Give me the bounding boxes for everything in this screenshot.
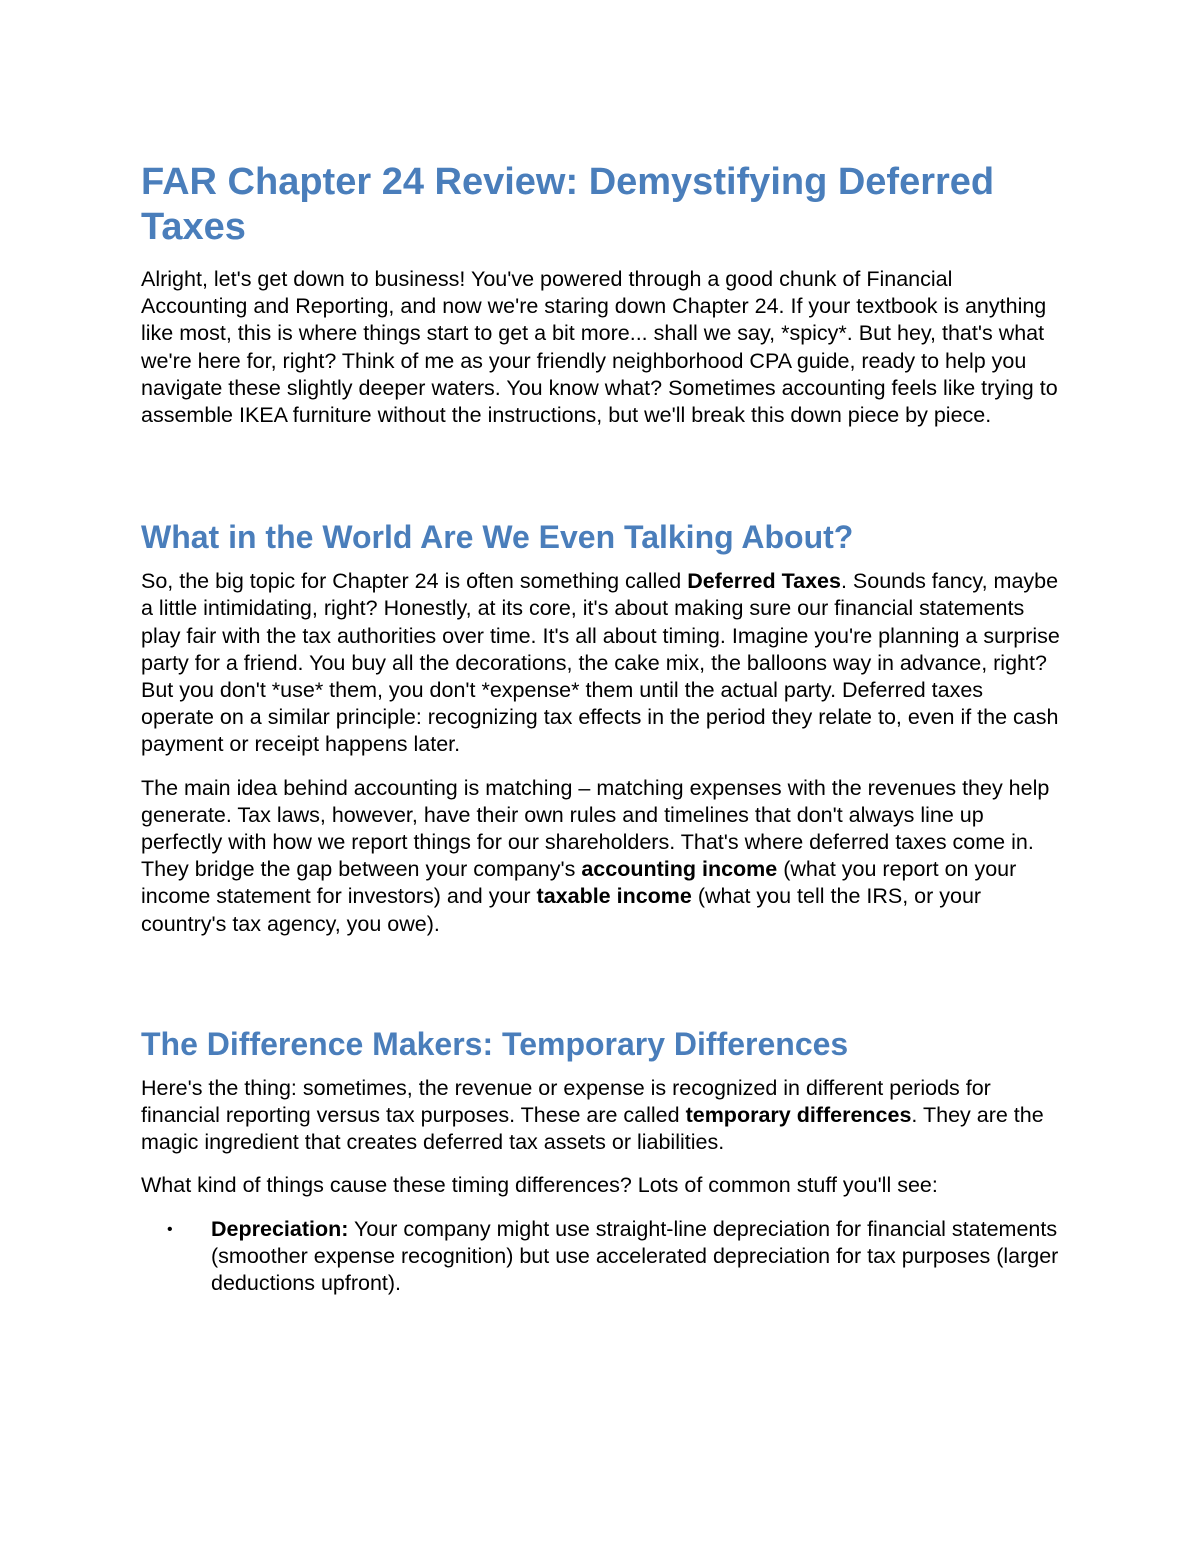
section-heading-what-in-the-world: What in the World Are We Even Talking About? bbox=[141, 519, 854, 556]
intro-paragraph: Alright, let's get down to business! You've powered through a good chunk of Financial Accounting and Reporting, and now we're staring down Chapter 24. If your textbook is anything like most, this is where things start to get a bit more... shall we say, *spicy*. But hey, that's what we're here for, right? Think of me as your friendly neighborhood CPA guide, ready to help you navigate these slightly deeper waters. You know what? Sometimes accounting feels like trying to assemble IKEA furniture without the instructions, but we'll break this down piece by piece. bbox=[141, 267, 1058, 428]
term-accounting-income: accounting income bbox=[581, 857, 778, 882]
section-heading-difference-makers: The Difference Makers: Temporary Differences bbox=[141, 1025, 849, 1062]
list-item bbox=[141, 1216, 1061, 1298]
section2-paragraph-1: Here's the thing: sometimes, the revenue or expense is recognized in different periods for financial reporting versus tax purposes. These are called temporary differences. They are the magic ingredient that creates deferred tax assets or liabilities. bbox=[141, 1075, 1044, 1155]
document-title: FAR Chapter 24 Review: Demystifying Deferred Taxes bbox=[141, 161, 995, 248]
list-item-text: Your company might use straight-line depreciation for financial statements (smoother expense recognition) but use accelerated depreciation for tax purposes (larger deductions upfront). bbox=[211, 1216, 1059, 1296]
term-deferred-taxes: Deferred Taxes bbox=[687, 569, 841, 594]
term-temporary-differences: temporary differences bbox=[685, 1103, 912, 1128]
document-page bbox=[141, 160, 1061, 1297]
section2-paragraph-2: What kind of things cause these timing differences? Lots of common stuff you'll see: bbox=[141, 1173, 938, 1198]
term-taxable-income: taxable income bbox=[536, 884, 692, 909]
section1-paragraph-2: The main idea behind accounting is matching – matching expenses with the revenues they help generate. Tax laws, however, have their own rules and timelines that don't always line up perfectly with how we report things for our shareholders. That's where deferred taxes come in. They bridge the gap between your company's accounting income (what you report on your income statement for investors) and your taxable income (what you tell the IRS, or your country's tax agency, you owe). bbox=[141, 775, 1050, 936]
section1-paragraph-1: So, the big topic for Chapter 24 is often something called Deferred Taxes. Sounds fancy, maybe a little intimidating, right? Honestly, at its core, it's about making sure our financial statements play fair with the tax authorities over time. It's all about timing. Imagine you're planning a surprise party for a friend. You buy all the decorations, the cake mix, the balloons way in advance, right? But you don't *use* them, you don't *expense* them until the actual party. Deferred taxes operate on a similar principle: recognizing tax effects in the period they relate to, even if the cash payment or receipt happens later. bbox=[141, 569, 1060, 757]
bullet-icon: • bbox=[167, 1220, 173, 1238]
list-item-term: Depreciation: bbox=[211, 1216, 349, 1241]
bullet-list bbox=[141, 1216, 1061, 1298]
